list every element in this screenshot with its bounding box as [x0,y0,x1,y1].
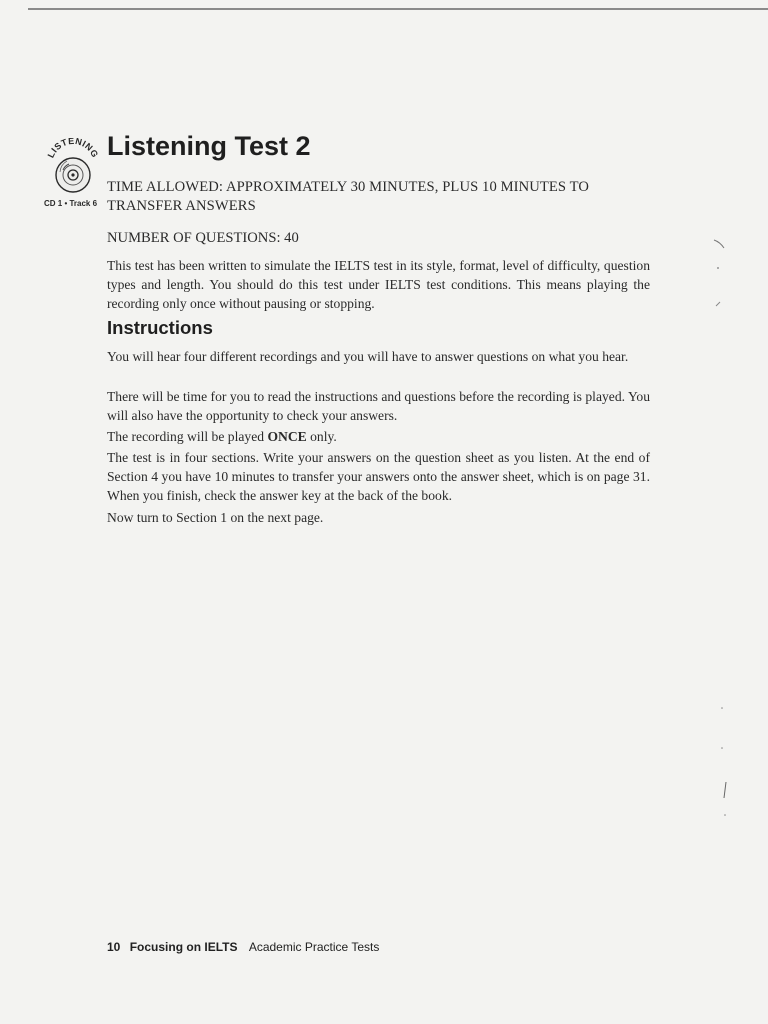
page-number: 10 [107,940,121,954]
cd-disc-icon [42,138,104,200]
page-footer [107,940,379,954]
book-title: Focusing on IELTS [129,940,238,954]
instruction-3-text-b: only. [306,429,337,444]
intro-paragraph: This test has been written to simulate the IELTS test in its style, format, level of difficulty, question types and length. You should do this test under IELTS test conditions. This means playing the recording only once without pausing or stopping. [107,258,650,311]
book-subtitle: Academic Practice Tests [248,940,380,954]
top-rule [28,8,768,10]
badge-arc-text: LISTENING [45,138,101,160]
scan-marks-lower [716,700,736,820]
page-title: Listening Test 2 [107,131,311,161]
time-allowed: TIME ALLOWED: APPROXIMATELY 30 MINUTES, PLUS 10 MINUTES TO TRANSFER ANSWERS [107,179,590,214]
instruction-3-emphasis: ONCE [267,429,307,444]
instruction-paragraph-3 [107,427,650,446]
scan-marks [710,236,730,316]
instruction-paragraph-2: There will be time for you to read the instructions and questions before the recording is played. You will also have the opportunity to check your answers. [107,389,650,423]
instruction-paragraph-1: You will hear four different recordings and you will have to answer questions on what you hear. [107,349,629,364]
svg-text:LISTENING [46,138,101,159]
instructions-heading: Instructions [107,317,213,338]
instruction-3-text-a: The recording will be played [107,429,268,444]
instruction-paragraph-5: Now turn to Section 1 on the next page. [107,510,324,525]
number-of-questions: NUMBER OF QUESTIONS: 40 [107,230,299,246]
instruction-paragraph-4: The test is in four sections. Write your answers on the question sheet as you listen. At the end of Section 4 you have 10 minutes to transfer your answers onto the answer sheet, which is on page 31. When you finish, check the answer key at the back of the book. [107,450,650,503]
cd-track-label: CD 1 • Track 6 [44,199,98,208]
